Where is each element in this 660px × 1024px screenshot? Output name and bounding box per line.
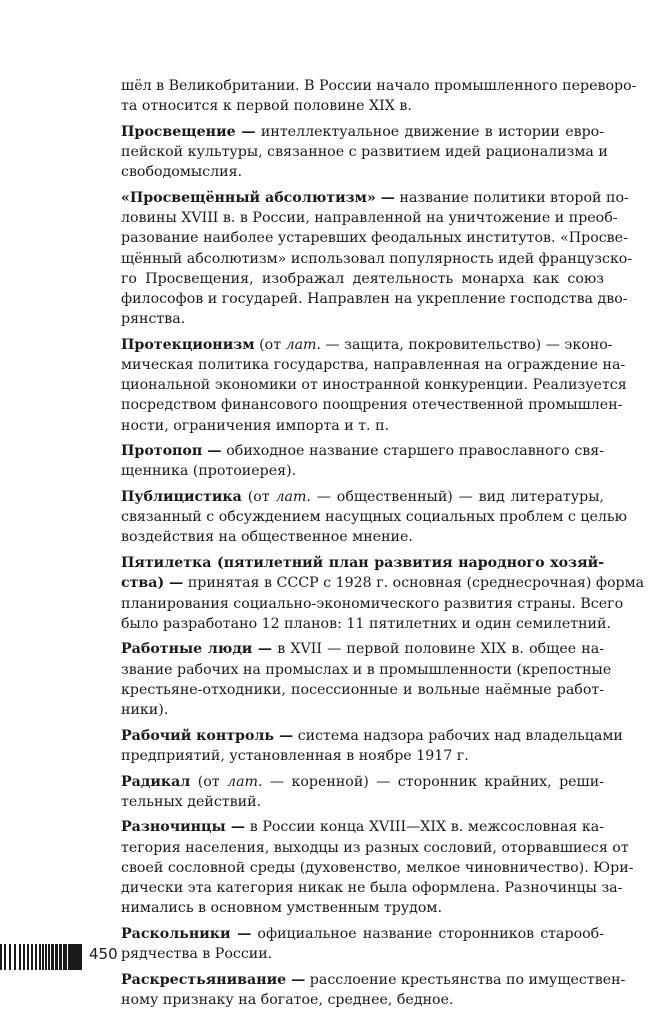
text-line: свободомыслия. <box>121 164 243 181</box>
text-line: разование наиболее устаревших феодальных институтов. «Просве- <box>121 230 628 247</box>
entry-first-line <box>121 970 626 990</box>
page-number: 450 <box>89 945 118 963</box>
text-line: дически эта категория никак не была оформлена. Разночинцы за- <box>121 879 623 896</box>
entry-text: — коренной) — сторонник крайних, реши- <box>262 773 604 790</box>
entry-term: Протекционизм <box>121 336 255 353</box>
entry-text: принятая в СССР с 1928 г. основная (среднесрочная) форма <box>187 575 645 592</box>
entry-term: Пятилетка (пятилетний план развития народного хозяй- <box>121 555 604 572</box>
paragraph-continuation <box>121 76 637 116</box>
text-line: связанный с обсуждением насущных социальных проблем с целью <box>121 509 627 526</box>
page-marker-barcode <box>0 944 82 970</box>
entry-text: в XVII — первой половине XIX в. общее на- <box>277 641 605 658</box>
entry-text: название политики второй по- <box>399 189 629 206</box>
text-line: щённый абсолютизм» использовал популярность идей французско- <box>121 250 633 267</box>
entry-term: Раскрестьянивание — <box>121 971 306 988</box>
text-line: ности, ограничения импорта и т. п. <box>121 417 390 434</box>
entry-first-line <box>121 726 623 746</box>
glossary-entry-absolyutizm <box>121 188 633 329</box>
text-line: планирования социально-экономического развития страны. Всего <box>121 595 624 612</box>
text-line: щенника (протоиерея). <box>121 463 297 480</box>
text-line: шёл в Великобритании. В России начало промышленного переворо- <box>121 78 637 94</box>
entry-text: (от <box>197 773 228 790</box>
entry-first-line <box>121 441 604 461</box>
glossary-entry-prosveshchenie <box>121 122 608 183</box>
entry-term: Разночинцы — <box>121 819 246 836</box>
glossary-entry-radikal <box>121 772 604 812</box>
entry-first-line <box>121 772 604 792</box>
entry-text: — защита, покровительство) — эконо- <box>321 336 613 353</box>
entry-term: Публицистика <box>121 489 242 506</box>
entry-first-line <box>121 335 613 355</box>
entry-term: Работные люди — <box>121 641 273 658</box>
glossary-entry-raskolniki <box>121 924 604 964</box>
entry-text: официальное название сторонников старооб- <box>257 925 604 942</box>
entry-term: Протопоп — <box>121 443 222 460</box>
entry-first-line <box>121 487 604 507</box>
entry-first-line <box>121 122 604 142</box>
text-line: циональной экономики от иностранной конкуренции. Реализуется <box>121 377 627 394</box>
glossary-entry-raznochintsy <box>121 817 634 918</box>
latin-abbrev: лат. <box>285 336 322 353</box>
glossary-text <box>121 76 645 1010</box>
text-line: звание рабочих на промыслах и в промышленности (крепостные <box>121 661 612 678</box>
entry-term: Рабочий контроль — <box>121 727 294 744</box>
latin-abbrev: лат. <box>275 489 311 506</box>
text-line: было разработано 12 планов: 11 пятилетних и один семилетний. <box>121 615 611 632</box>
glossary-entry-pyatiletka <box>121 553 645 634</box>
entry-text: обиходное название старшего православного свя- <box>226 443 604 460</box>
entry-term: Раскольники — <box>121 925 252 942</box>
glossary-entry-protektsionizm <box>121 335 627 436</box>
text-line: философов и государей. Направлен на укрепление господства дво- <box>121 290 628 307</box>
text-line: посредством финансового поощрения отечественной промышлен- <box>121 397 623 414</box>
entry-term-continued: ства) — <box>121 575 184 592</box>
glossary-entry-rabochiy-kontrol <box>121 726 623 766</box>
entry-text: интеллектуальное движение в истории евро- <box>260 123 605 140</box>
glossary-entry-protopop <box>121 441 604 481</box>
entry-term: Радикал <box>121 773 191 790</box>
entry-second-line <box>121 573 645 593</box>
text-line: крестьяне-отходники, посессионные и вольные наёмные работ- <box>121 681 604 698</box>
latin-abbrev: лат. <box>227 773 263 790</box>
entry-text: система надзора рабочих над владельцами <box>297 727 623 744</box>
entry-term: Просвещение — <box>121 123 256 140</box>
entry-first-line <box>121 188 629 208</box>
entry-text: — общественный) — вид литературы, <box>310 489 605 506</box>
text-line: ловины XVIII в. в России, направленной на уничтожение и преоб- <box>121 210 618 227</box>
text-line: та относится к первой половине XIX в. <box>121 98 412 115</box>
entry-first-line <box>121 817 604 837</box>
text-line: предприятий, установленная в ноябре 1917 г. <box>121 747 469 764</box>
entry-term: «Просвещённый абсолютизм» — <box>121 189 395 206</box>
text-line: мическая политика государства, направленная на ограждение на- <box>121 356 626 373</box>
entry-first-line <box>121 639 604 659</box>
text-line: тегория населения, выходцы из разных сословий, оторвавшиеся от <box>121 839 629 856</box>
entry-text: в России конца XVIII—XIX в. межсословная ка- <box>249 819 604 836</box>
glossary-entry-rabotnye-lyudi <box>121 639 612 720</box>
text-line: го Просвещения, изображал деятельность монарха как союз <box>121 270 604 287</box>
entry-text: (от <box>247 489 276 506</box>
text-line: воздействия на общественное мнение. <box>121 529 413 546</box>
text-line: ному признаку на богатое, среднее, бедное. <box>121 991 454 1008</box>
entry-text: (от <box>259 336 286 353</box>
entry-first-line <box>121 924 604 944</box>
glossary-entry-raskrestyanivanie <box>121 970 626 1010</box>
text-line: пейской культуры, связанное с развитием идей рационализма и <box>121 144 608 161</box>
text-line: своей сословной среды (духовенство, мелкое чиновничество). Юри- <box>121 859 634 876</box>
entry-text: расслоение крестьянства по имуществен- <box>309 971 626 988</box>
text-line: нимались в основном умственным трудом. <box>121 900 442 917</box>
text-line: тельных действий. <box>121 793 262 810</box>
glossary-entry-publitsistika <box>121 487 627 548</box>
text-line: ники). <box>121 701 169 718</box>
text-line: рянства. <box>121 311 186 328</box>
text-line: рядчества в России. <box>121 946 273 962</box>
